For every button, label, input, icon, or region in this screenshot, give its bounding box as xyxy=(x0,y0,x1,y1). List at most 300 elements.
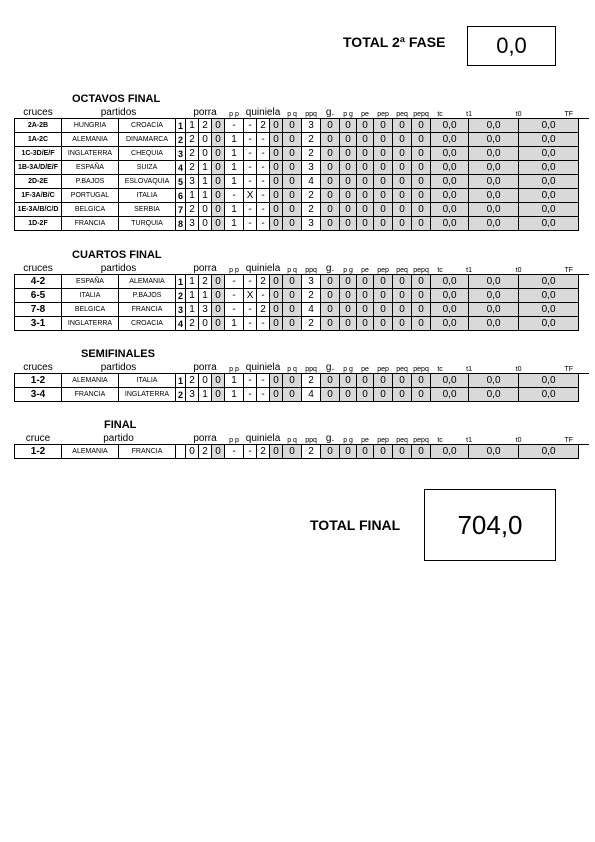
t0-value: 0,0 xyxy=(469,303,519,317)
home-team: ESPAÑA xyxy=(62,161,119,175)
pg-header: p g xyxy=(340,361,357,374)
quiniela-2: - xyxy=(257,203,270,217)
match-number: 3 xyxy=(176,303,186,317)
pg-header: p g xyxy=(340,262,357,275)
pepq-value: 0 xyxy=(393,203,412,217)
pepq-value: 0 xyxy=(393,303,412,317)
quiniela-2: - xyxy=(257,374,270,388)
total-fase2-label: TOTAL 2ª FASE xyxy=(343,34,446,50)
t0-value: 0,0 xyxy=(469,161,519,175)
peq-value: 0 xyxy=(374,175,393,189)
porra-home: 2 xyxy=(186,133,199,147)
tc-value: 0 xyxy=(412,161,431,175)
t0-header: t0 xyxy=(489,361,549,374)
pe-value: 0 xyxy=(340,317,357,331)
t1-value: 0,0 xyxy=(431,374,469,388)
quiniela-x: - xyxy=(244,445,257,459)
quiniela-2: - xyxy=(257,317,270,331)
away-team: SERBIA xyxy=(119,203,176,217)
porra-home: 2 xyxy=(186,147,199,161)
peq-value: 0 xyxy=(374,217,393,231)
quiniela-2: 2 xyxy=(257,303,270,317)
pep-header: pep xyxy=(374,432,393,445)
porra-home: 1 xyxy=(186,289,199,303)
g-value: 4 xyxy=(302,388,321,402)
cruce-code: 1-2 xyxy=(15,374,62,388)
porra-home: 0 xyxy=(186,445,199,459)
pepq-value: 0 xyxy=(393,175,412,189)
peq-value: 0 xyxy=(374,275,393,289)
pepq-value: 0 xyxy=(393,445,412,459)
quiniela-x: - xyxy=(244,147,257,161)
ppq-value: 0 xyxy=(283,275,302,289)
pq-value: 0 xyxy=(270,289,283,303)
pq-header: p q xyxy=(283,262,302,275)
t1-header: t1 xyxy=(450,262,489,275)
ppq-header: ppq xyxy=(302,106,321,119)
ppq-value: 0 xyxy=(283,374,302,388)
tc-value: 0 xyxy=(412,119,431,133)
match-number: 3 xyxy=(176,147,186,161)
pq-value: 0 xyxy=(270,303,283,317)
pep-value: 0 xyxy=(357,217,374,231)
cruces-header: cruces xyxy=(15,361,62,374)
tc-value: 0 xyxy=(412,203,431,217)
quiniela-2: 2 xyxy=(257,275,270,289)
g-value: 2 xyxy=(302,133,321,147)
tc-value: 0 xyxy=(412,189,431,203)
cruce-code: 2A-2B xyxy=(15,119,62,133)
pepq-header: pepq xyxy=(412,361,431,374)
pep-value: 0 xyxy=(357,119,374,133)
quiniela-x: - xyxy=(244,175,257,189)
semis-table xyxy=(14,361,589,402)
t0-value: 0,0 xyxy=(469,175,519,189)
peq-value: 0 xyxy=(374,303,393,317)
pg-value: 0 xyxy=(321,374,340,388)
pg-value: 0 xyxy=(321,189,340,203)
match-number: 8 xyxy=(176,217,186,231)
quiniela-2: 2 xyxy=(257,119,270,133)
cruce-code: 1A-2C xyxy=(15,133,62,147)
pp-header: p p xyxy=(225,432,244,445)
porra-away: 0 xyxy=(199,147,212,161)
pq-value: 0 xyxy=(270,203,283,217)
away-team: TURQUIA xyxy=(119,217,176,231)
porra-away: 1 xyxy=(199,189,212,203)
quiniela-2: - xyxy=(257,388,270,402)
tc-header: tc xyxy=(431,361,450,374)
pq-value: 0 xyxy=(270,445,283,459)
partidos-header: partidos xyxy=(62,262,176,275)
pepq-value: 0 xyxy=(393,133,412,147)
quiniela-2: - xyxy=(257,175,270,189)
quiniela-1: 1 xyxy=(225,388,244,402)
pg-value: 0 xyxy=(321,203,340,217)
cuartos-table xyxy=(14,262,589,331)
total-fase2-value: 0,0 xyxy=(467,26,556,66)
tf-value: 0,0 xyxy=(519,133,579,147)
home-team: ALEMANIA xyxy=(62,374,119,388)
pp-header: p p xyxy=(225,361,244,374)
blank-header xyxy=(176,262,186,275)
tf-value: 0,0 xyxy=(519,388,579,402)
porra-home: 1 xyxy=(186,275,199,289)
pe-value: 0 xyxy=(340,275,357,289)
ppq-value: 0 xyxy=(283,161,302,175)
quiniela-1: - xyxy=(225,445,244,459)
away-team: ALEMANIA xyxy=(119,275,176,289)
pg-value: 0 xyxy=(321,161,340,175)
ppq-value: 0 xyxy=(283,147,302,161)
tc-value: 0 xyxy=(412,445,431,459)
pg-value: 0 xyxy=(321,317,340,331)
g-value: 2 xyxy=(302,445,321,459)
t0-value: 0,0 xyxy=(469,133,519,147)
pepq-header: pepq xyxy=(412,106,431,119)
table-row xyxy=(15,217,590,231)
pq-value: 0 xyxy=(270,217,283,231)
cruce-code: 7-8 xyxy=(15,303,62,317)
pg-value: 0 xyxy=(321,445,340,459)
pg-value: 0 xyxy=(321,275,340,289)
t0-value: 0,0 xyxy=(469,317,519,331)
away-team: DINAMARCA xyxy=(119,133,176,147)
cruce-code: 1F-3A/B/C xyxy=(15,189,62,203)
table-row xyxy=(15,175,590,189)
g-header: g. xyxy=(321,262,340,275)
t1-value: 0,0 xyxy=(431,119,469,133)
t1-header: t1 xyxy=(450,361,489,374)
porra-header: porra xyxy=(186,262,225,275)
quiniela-1: - xyxy=(225,189,244,203)
porra-home: 3 xyxy=(186,217,199,231)
pp-value: 0 xyxy=(212,289,225,303)
cruce-code: 1D-2F xyxy=(15,217,62,231)
pg-value: 0 xyxy=(321,388,340,402)
quiniela-1: 1 xyxy=(225,203,244,217)
g-value: 2 xyxy=(302,374,321,388)
porra-header: porra xyxy=(186,106,225,119)
pe-value: 0 xyxy=(340,388,357,402)
cruce-code: 1B-3A/D/E/F xyxy=(15,161,62,175)
tc-value: 0 xyxy=(412,175,431,189)
cruce-code: 3-1 xyxy=(15,317,62,331)
match-number: 4 xyxy=(176,317,186,331)
pep-value: 0 xyxy=(357,175,374,189)
match-number: 2 xyxy=(176,388,186,402)
porra-header: porra xyxy=(186,432,225,445)
pe-value: 0 xyxy=(340,147,357,161)
table-row xyxy=(15,303,590,317)
pe-header: pe xyxy=(357,432,374,445)
peq-value: 0 xyxy=(374,161,393,175)
ppq-value: 0 xyxy=(283,189,302,203)
match-number: 1 xyxy=(176,374,186,388)
ppq-value: 0 xyxy=(283,119,302,133)
tc-header: tc xyxy=(431,106,450,119)
t1-value: 0,0 xyxy=(431,189,469,203)
quiniela-1: 1 xyxy=(225,147,244,161)
pep-value: 0 xyxy=(357,189,374,203)
pe-value: 0 xyxy=(340,203,357,217)
cruce-code: 1E-3A/B/C/D xyxy=(15,203,62,217)
g-value: 2 xyxy=(302,147,321,161)
quiniela-x: - xyxy=(244,203,257,217)
pepq-value: 0 xyxy=(393,374,412,388)
table-row xyxy=(15,203,590,217)
blank-header xyxy=(176,432,186,445)
pep-value: 0 xyxy=(357,303,374,317)
away-team: INGLATERRA xyxy=(119,388,176,402)
tc-value: 0 xyxy=(412,147,431,161)
quiniela-1: 1 xyxy=(225,374,244,388)
pepq-header: pepq xyxy=(412,432,431,445)
pe-value: 0 xyxy=(340,161,357,175)
octavos-section xyxy=(14,93,589,231)
tc-header: tc xyxy=(431,262,450,275)
t0-value: 0,0 xyxy=(469,147,519,161)
pq-value: 0 xyxy=(270,175,283,189)
pq-header: p q xyxy=(283,432,302,445)
pepq-value: 0 xyxy=(393,119,412,133)
porra-away: 0 xyxy=(199,317,212,331)
peq-value: 0 xyxy=(374,445,393,459)
cruce-code: 4-2 xyxy=(15,275,62,289)
g-value: 3 xyxy=(302,217,321,231)
peq-value: 0 xyxy=(374,388,393,402)
porra-away: 0 xyxy=(199,217,212,231)
home-team: FRANCIA xyxy=(62,217,119,231)
pg-value: 0 xyxy=(321,147,340,161)
quiniela-1: - xyxy=(225,119,244,133)
porra-away: 0 xyxy=(199,133,212,147)
t0-value: 0,0 xyxy=(469,189,519,203)
match-number: 4 xyxy=(176,161,186,175)
cruce-code: 6-5 xyxy=(15,289,62,303)
t1-value: 0,0 xyxy=(431,175,469,189)
g-value: 2 xyxy=(302,203,321,217)
match-number: 1 xyxy=(176,119,186,133)
t1-value: 0,0 xyxy=(431,275,469,289)
octavos-table xyxy=(14,106,589,231)
pep-value: 0 xyxy=(357,388,374,402)
quiniela-2: - xyxy=(257,189,270,203)
pep-value: 0 xyxy=(357,161,374,175)
table-row xyxy=(15,374,590,388)
quiniela-1: 1 xyxy=(225,161,244,175)
home-team: BELGICA xyxy=(62,203,119,217)
t1-value: 0,0 xyxy=(431,445,469,459)
peq-header: peq xyxy=(393,106,412,119)
t0-value: 0,0 xyxy=(469,289,519,303)
pep-value: 0 xyxy=(357,289,374,303)
quiniela-x: - xyxy=(244,374,257,388)
quiniela-2: - xyxy=(257,289,270,303)
g-value: 3 xyxy=(302,275,321,289)
semis-section xyxy=(14,348,589,402)
pp-value: 0 xyxy=(212,161,225,175)
porra-away: 3 xyxy=(199,303,212,317)
pepq-value: 0 xyxy=(393,161,412,175)
pep-value: 0 xyxy=(357,133,374,147)
pq-value: 0 xyxy=(270,317,283,331)
pp-value: 0 xyxy=(212,147,225,161)
quiniela-1: 1 xyxy=(225,175,244,189)
pp-value: 0 xyxy=(212,189,225,203)
pep-value: 0 xyxy=(357,317,374,331)
porra-away: 1 xyxy=(199,161,212,175)
tf-value: 0,0 xyxy=(519,303,579,317)
peq-value: 0 xyxy=(374,147,393,161)
away-team: CHEQUIA xyxy=(119,147,176,161)
quiniela-x: - xyxy=(244,133,257,147)
pg-header: p g xyxy=(340,432,357,445)
cruce-code: 2D-2E xyxy=(15,175,62,189)
g-value: 4 xyxy=(302,303,321,317)
ppq-value: 0 xyxy=(283,388,302,402)
tf-value: 0,0 xyxy=(519,275,579,289)
t1-value: 0,0 xyxy=(431,289,469,303)
table-row xyxy=(15,317,590,331)
pq-header: p q xyxy=(283,361,302,374)
away-team: CROACIA xyxy=(119,119,176,133)
pepq-value: 0 xyxy=(393,388,412,402)
pep-value: 0 xyxy=(357,203,374,217)
home-team: HUNGRIA xyxy=(62,119,119,133)
peq-header: peq xyxy=(393,361,412,374)
quiniela-x: - xyxy=(244,275,257,289)
peq-value: 0 xyxy=(374,317,393,331)
pepq-value: 0 xyxy=(393,217,412,231)
pp-value: 0 xyxy=(212,217,225,231)
semis-title: SEMIFINALES xyxy=(81,348,155,360)
match-number: 2 xyxy=(176,133,186,147)
home-team: FRANCIA xyxy=(62,388,119,402)
pg-value: 0 xyxy=(321,289,340,303)
t1-value: 0,0 xyxy=(431,161,469,175)
tc-header: tc xyxy=(431,432,450,445)
home-team: ESPAÑA xyxy=(62,275,119,289)
peq-value: 0 xyxy=(374,133,393,147)
away-team: ITALIA xyxy=(119,189,176,203)
pep-value: 0 xyxy=(357,374,374,388)
cruce-code: 1-2 xyxy=(15,445,62,459)
quiniela-2: 2 xyxy=(257,445,270,459)
away-team: ESLOVAQUIA xyxy=(119,175,176,189)
pp-value: 0 xyxy=(212,388,225,402)
t1-header: t1 xyxy=(450,106,489,119)
tf-header: TF xyxy=(549,432,589,445)
pg-value: 0 xyxy=(321,303,340,317)
final-table xyxy=(14,432,589,459)
pq-value: 0 xyxy=(270,388,283,402)
g-header: g. xyxy=(321,106,340,119)
quiniela-header: quiniela xyxy=(244,262,283,275)
table-row xyxy=(15,445,590,459)
quiniela-2: - xyxy=(257,147,270,161)
pq-value: 0 xyxy=(270,189,283,203)
pe-value: 0 xyxy=(340,217,357,231)
pe-header: pe xyxy=(357,361,374,374)
ppq-value: 0 xyxy=(283,289,302,303)
pepq-header: pepq xyxy=(412,262,431,275)
away-team: P.BAJOS xyxy=(119,289,176,303)
porra-away: 2 xyxy=(199,119,212,133)
pe-value: 0 xyxy=(340,133,357,147)
pp-value: 0 xyxy=(212,275,225,289)
porra-home: 1 xyxy=(186,303,199,317)
ppq-value: 0 xyxy=(283,203,302,217)
total-final-label: TOTAL FINAL xyxy=(310,517,401,533)
peq-value: 0 xyxy=(374,289,393,303)
pq-value: 0 xyxy=(270,133,283,147)
home-team: ITALIA xyxy=(62,289,119,303)
pepq-value: 0 xyxy=(393,275,412,289)
pe-value: 0 xyxy=(340,374,357,388)
away-team: FRANCIA xyxy=(119,303,176,317)
tf-header: TF xyxy=(549,262,589,275)
tf-value: 0,0 xyxy=(519,147,579,161)
g-value: 2 xyxy=(302,189,321,203)
porra-home: 1 xyxy=(186,189,199,203)
home-team: ALEMANIA xyxy=(62,133,119,147)
away-team: FRANCIA xyxy=(119,445,176,459)
pp-value: 0 xyxy=(212,445,225,459)
partidos-header: partidos xyxy=(62,361,176,374)
quiniela-1: - xyxy=(225,303,244,317)
quiniela-1: - xyxy=(225,289,244,303)
quiniela-2: - xyxy=(257,161,270,175)
partidos-header: partido xyxy=(62,432,176,445)
porra-away: 1 xyxy=(199,388,212,402)
pe-value: 0 xyxy=(340,289,357,303)
tc-value: 0 xyxy=(412,133,431,147)
table-row xyxy=(15,275,590,289)
pepq-value: 0 xyxy=(393,189,412,203)
quiniela-x: - xyxy=(244,303,257,317)
g-value: 2 xyxy=(302,289,321,303)
pe-value: 0 xyxy=(340,303,357,317)
cruce-code: 1C-3D/E/F xyxy=(15,147,62,161)
cruce-code: 3-4 xyxy=(15,388,62,402)
porra-home: 3 xyxy=(186,175,199,189)
final-section xyxy=(14,419,589,459)
tf-value: 0,0 xyxy=(519,317,579,331)
pep-header: pep xyxy=(374,361,393,374)
pp-header: p p xyxy=(225,106,244,119)
pq-value: 0 xyxy=(270,374,283,388)
pq-value: 0 xyxy=(270,147,283,161)
porra-home: 2 xyxy=(186,317,199,331)
pg-value: 0 xyxy=(321,119,340,133)
peq-header: peq xyxy=(393,432,412,445)
pq-value: 0 xyxy=(270,119,283,133)
ppq-value: 0 xyxy=(283,317,302,331)
peq-header: peq xyxy=(393,262,412,275)
quiniela-2: - xyxy=(257,133,270,147)
quiniela-header: quiniela xyxy=(244,432,283,445)
porra-away: 1 xyxy=(199,175,212,189)
quiniela-header: quiniela xyxy=(244,361,283,374)
total-final-value: 704,0 xyxy=(424,489,556,561)
porra-home: 3 xyxy=(186,388,199,402)
peq-value: 0 xyxy=(374,119,393,133)
tf-value: 0,0 xyxy=(519,203,579,217)
tf-value: 0,0 xyxy=(519,119,579,133)
pg-header: p g xyxy=(340,106,357,119)
pg-value: 0 xyxy=(321,133,340,147)
